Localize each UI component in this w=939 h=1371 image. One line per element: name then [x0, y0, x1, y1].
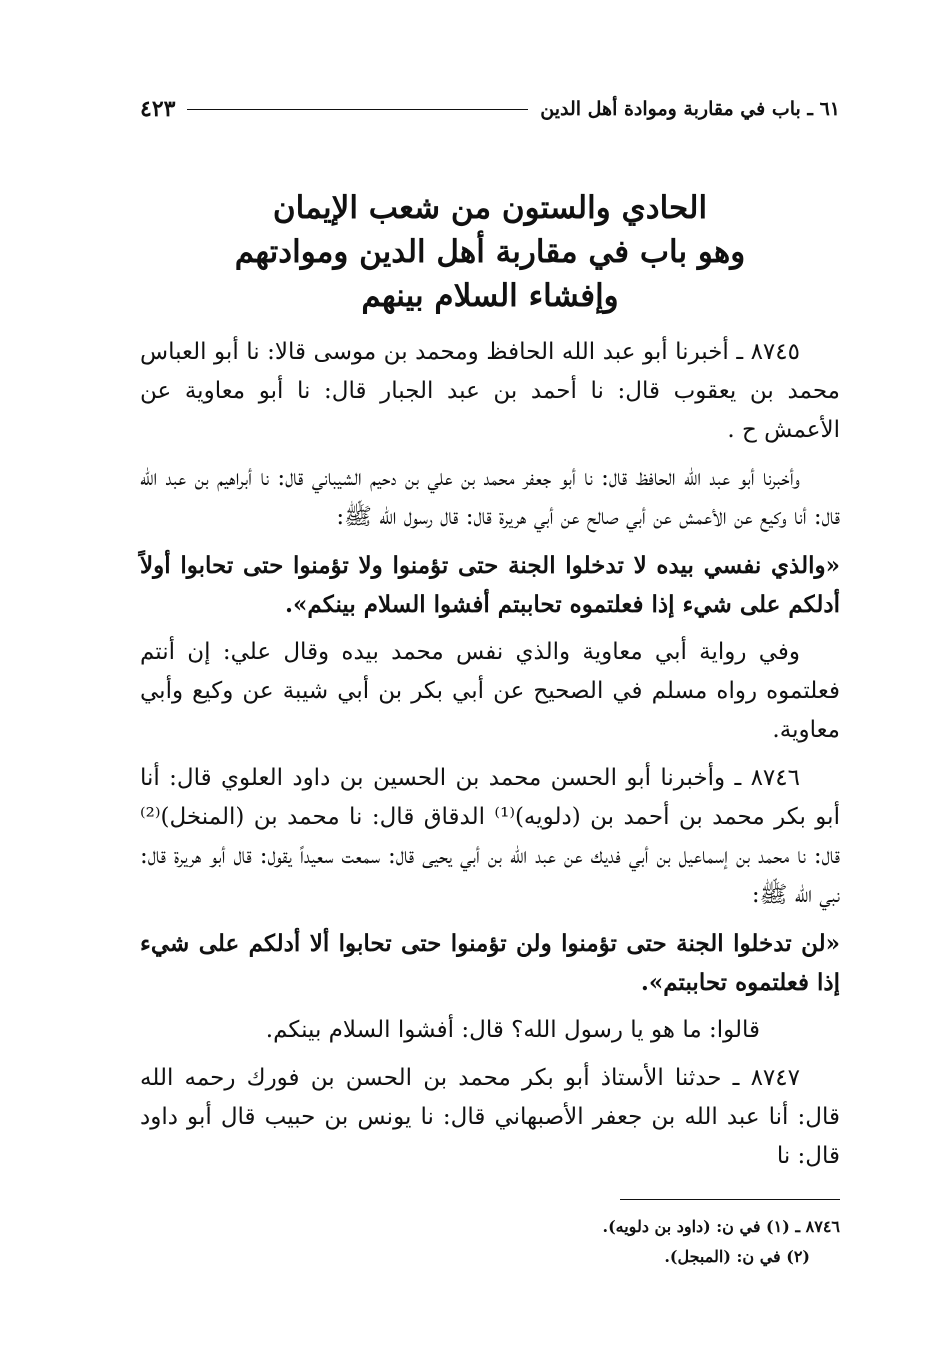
- isnad-paragraph: وأخبرنا أبو عبد الله الحافظ قال: نا أبو جعفر محمد بن علي بن دحيم الشيباني قال: نا أبراهيم بن عبد الله قال: أنا وكيع عن الأعمش عن أبي صالح عن أبي هريرة قال: قال رسول الله ﷺ:: [140, 465, 840, 530]
- header-rule: [187, 109, 528, 110]
- footnote-rule: [620, 1199, 840, 1200]
- chapter-title: [140, 186, 840, 318]
- hadith-8747: ٨٧٤٧ ـ حدثنا الأستاذ أبو بكر محمد بن الحسن بن فورك رحمه الله قال: أنا عبد الله بن جعفر الأصبهاني قال: نا يونس بن حبيب قال أبو داود قال: نا: [140, 1065, 840, 1169]
- footnote-2: (٢) في ن: (المبجل).: [664, 1247, 810, 1266]
- hadith-matn-2: «لن تدخلوا الجنة حتى تؤمنوا ولن تؤمنوا حتى تحابوا ألا أدلكم على شيء إذا فعلتموه تحاببتم».: [140, 930, 840, 996]
- footnote-1: ٨٧٤٦ ـ (١) في ن: (داود بن دلويه).: [602, 1217, 840, 1236]
- page-header: [140, 94, 840, 124]
- hadith-matn-3: قالوا: ما هو يا رسول الله؟ قال: أفشوا السلام بينكم.: [265, 1017, 760, 1043]
- main-text: [140, 333, 840, 1185]
- hadith-matn-1: «والذي نفسي بيده لا تدخلوا الجنة حتى تؤمنوا ولا تؤمنوا حتى تحابوا أولاً أدلكم على شيء إذا فعلتموه تحاببتم أفشوا السلام بينكم».: [140, 552, 840, 618]
- running-title: ٦١ ـ باب في مقاربة وموادة أهل الدين: [540, 98, 840, 120]
- chapter-title-line-2: وهو باب في مقاربة أهل الدين وموادتهم: [234, 234, 746, 270]
- page-number: ٤٢٣: [140, 96, 176, 122]
- chapter-title-line-3: وإفشاء السلام بينهم: [361, 278, 619, 314]
- narration-note: وفي رواية أبي معاوية والذي نفس محمد بيده وقال علي: إن أنتم فعلتموه رواه مسلم في الصحيح عن أبي بكر بن أبي شيبة عن وكيع وأبي معاوية.: [140, 639, 840, 743]
- hadith-8745: ٨٧٤٥ ـ أخبرنا أبو عبد الله الحافظ ومحمد بن موسى قالا: نا أبو العباس محمد بن يعقوب قال: نا أحمد بن عبد الجبار قال: نا أبو معاوية عن الأعمش ح .: [140, 339, 840, 443]
- hadith-8746: ٨٧٤٦ ـ وأخبرنا أبو الحسن محمد بن الحسين بن داود العلوي قال: أنا أبو بكر محمد بن أحمد بن (دلويه)⁽¹⁾ الدقاق قال: نا محمد بن (المنخل)⁽²⁾ قال: نا محمد بن إسماعيل بن أبي فديك عن عبد الله بن أبي يحيى قال: سمعت سعيداً يقول: قال أبو هريرة قال: نبي الله ﷺ:: [140, 765, 840, 908]
- chapter-title-line-1: الحادي والستون من شعب الإيمان: [272, 190, 708, 226]
- footnotes: [400, 1212, 840, 1272]
